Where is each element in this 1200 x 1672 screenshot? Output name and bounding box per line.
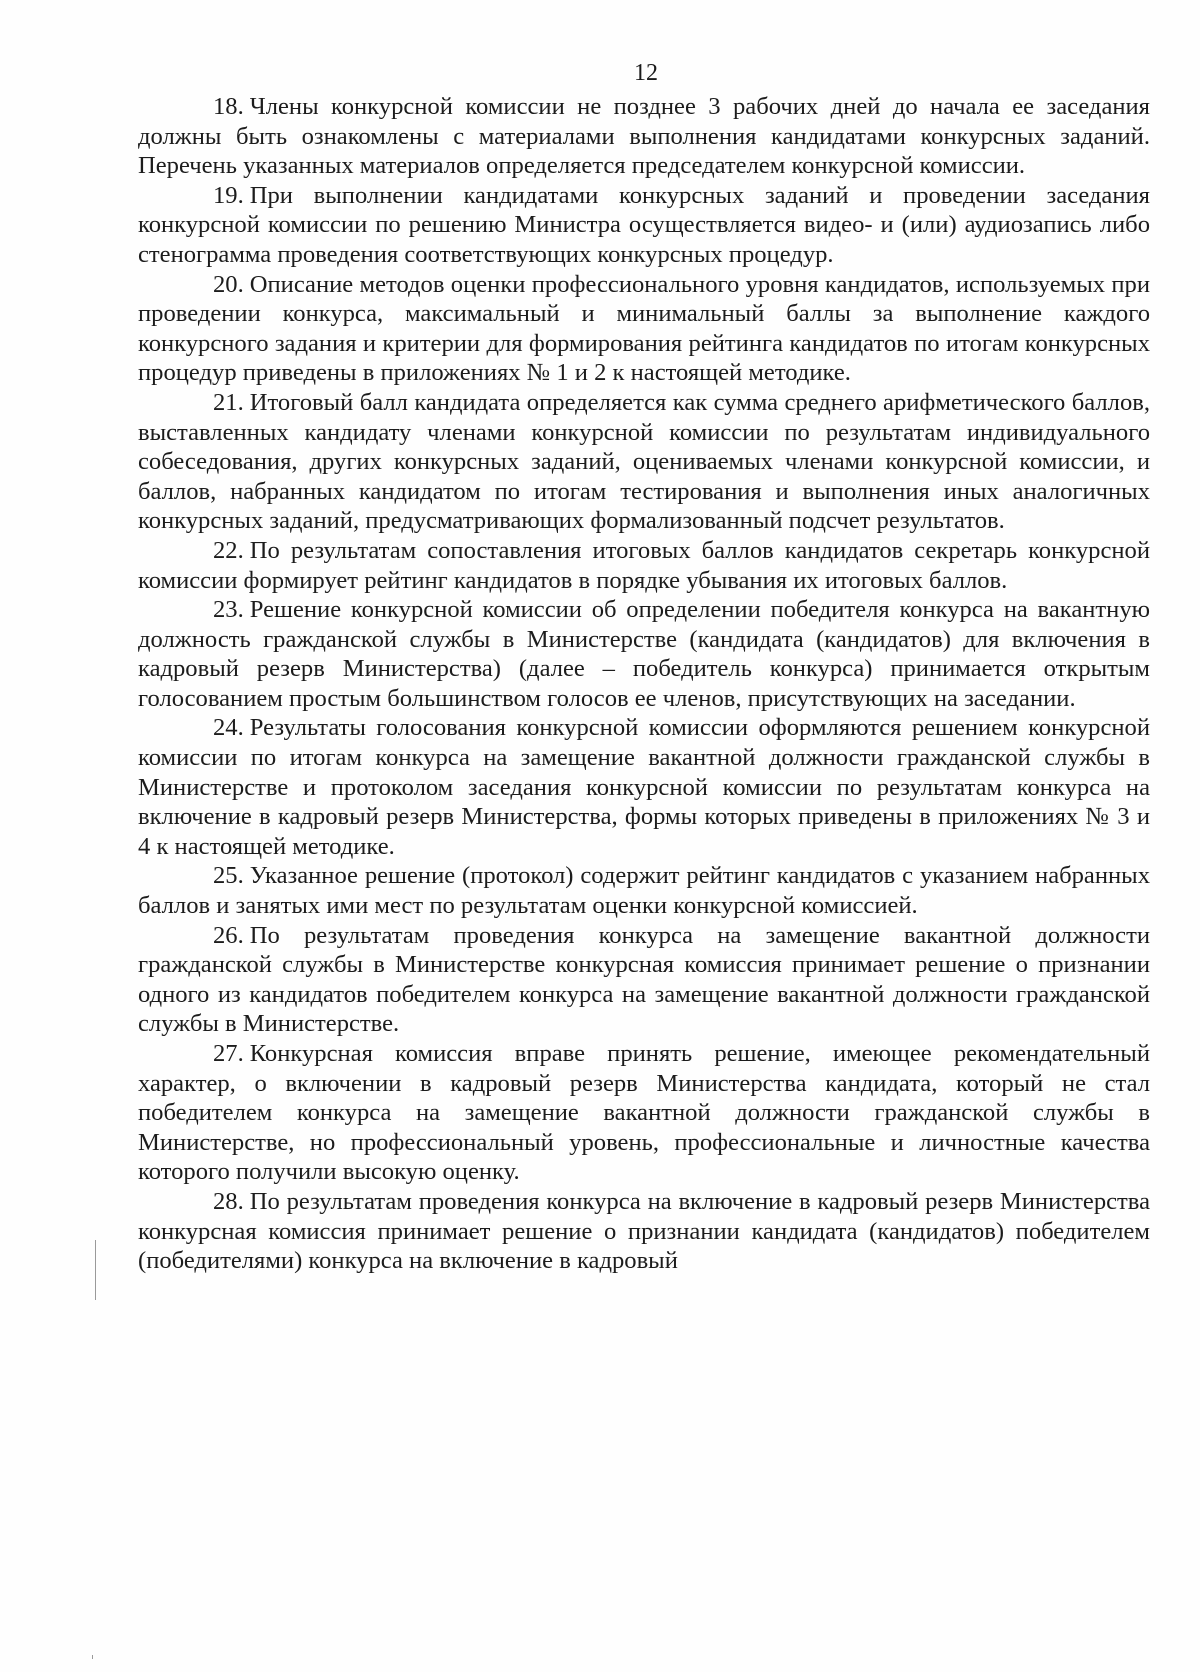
paragraph-26 bbox=[138, 921, 1150, 1039]
paragraph-number: 21. bbox=[213, 388, 244, 416]
paragraph-18 bbox=[138, 92, 1150, 181]
paragraph-number: 24. bbox=[213, 714, 244, 742]
paragraph-text: Решение конкурсной комиссии об определении победителя конкурса на вакантную должность гражданской службы в Министерстве (кандидата (кандидатов) для включения в кадровый резерв Министерства) (далее – победитель конкурса) принимается открытым голосованием простым большинством голосов ее членов, присутствующих на заседании. bbox=[138, 596, 1150, 712]
scan-margin-mark bbox=[92, 1655, 93, 1659]
paragraph-text: По результатам сопоставления итоговых баллов кандидатов секретарь конкурсной комиссии формирует рейтинг кандидатов в порядке убывания их итоговых баллов. bbox=[138, 536, 1150, 594]
document-body bbox=[138, 92, 1150, 1276]
paragraph-19 bbox=[138, 181, 1150, 270]
paragraph-text: Конкурсная комиссия вправе принять решение, имеющее рекомендательный характер, о включении в кадровый резерв Министерства кандидата, который не стал победителем конкурса на замещение вакантной должности гражданской службы в Министерстве, но профессиональный уровень, профессиональные и личностные качества которого получили высокую оценку. bbox=[138, 1040, 1150, 1186]
paragraph-24 bbox=[138, 713, 1150, 861]
paragraph-28 bbox=[138, 1187, 1150, 1276]
paragraph-number: 19. bbox=[213, 181, 244, 209]
paragraph-21 bbox=[138, 388, 1150, 536]
paragraph-number: 23. bbox=[213, 596, 244, 624]
paragraph-number: 18. bbox=[213, 93, 244, 120]
paragraph-text: По результатам проведения конкурса на включение в кадровый резерв Министерства конкурсная комиссия принимает решение о признании кандидата (кандидатов) победителем (победителями) конкурса на включение в кадровый bbox=[138, 1187, 1150, 1275]
paragraph-25 bbox=[138, 861, 1150, 920]
scan-margin-mark bbox=[95, 1240, 96, 1300]
paragraph-23 bbox=[138, 595, 1150, 713]
paragraph-text: По результатам проведения конкурса на замещение вакантной должности гражданской службы в Министерстве конкурсная комиссия принимает решение о признании одного из кандидатов победителем конкурса на замещение вакантной должности гражданской службы в Министерстве. bbox=[138, 921, 1150, 1038]
paragraph-number: 25. bbox=[213, 862, 244, 890]
paragraph-number: 20. bbox=[213, 270, 244, 298]
paragraph-number: 28. bbox=[213, 1187, 244, 1215]
paragraph-text: Результаты голосования конкурсной комиссии оформляются решением конкурсной комиссии по итогам конкурса на замещение вакантной должности гражданской службы в Министерстве и протоколом заседания конкурсной комиссии по результатам конкурса на включение в кадровый резерв Министерства, формы которых приведены в приложениях № 3 и 4 к настоящей методике. bbox=[138, 714, 1150, 860]
paragraph-text: Члены конкурсной комиссии не позднее 3 рабочих дней до начала ее заседания должны быть ознакомлены с материалами выполнения кандидатами конкурсных заданий. Перечень указанных материалов определяется председателем конкурсной комиссии. bbox=[138, 93, 1150, 180]
paragraph-text: Итоговый балл кандидата определяется как сумма среднего арифметического баллов, выставленных кандидату членами конкурсной комиссии по результатам индивидуального собеседования, других конкурсных заданий, оцениваемых членами конкурсной комиссии, и баллов, набранных кандидатом по итогам тестирования и выполнения иных аналогичных конкурсных заданий, предусматривающих формализованный подсчет результатов. bbox=[138, 388, 1150, 535]
page-number: 12 bbox=[634, 60, 658, 86]
paragraph-27 bbox=[138, 1039, 1150, 1187]
paragraph-text: Указанное решение (протокол) содержит рейтинг кандидатов с указанием набранных баллов и занятых ими мест по результатам оценки конкурсной комиссией. bbox=[138, 862, 1150, 920]
paragraph-20 bbox=[138, 270, 1150, 388]
paragraph-text: При выполнении кандидатами конкурсных заданий и проведении заседания конкурсной комиссии по решению Министра осуществляется видео- и (или) аудиозапись либо стенограмма проведения соответствующих конкурсных процедур. bbox=[138, 181, 1150, 268]
paragraph-22 bbox=[138, 536, 1150, 595]
paragraph-number: 22. bbox=[213, 536, 244, 564]
paragraph-text: Описание методов оценки профессионального уровня кандидатов, используемых при проведении конкурса, максимальный и минимальный баллы за выполнение каждого конкурсного задания и критерии для формирования рейтинга кандидатов по итогам конкурсных процедур приведены в приложениях № 1 и 2 к настоящей методике. bbox=[138, 270, 1150, 387]
paragraph-number: 26. bbox=[213, 921, 244, 949]
paragraph-number: 27. bbox=[213, 1040, 244, 1067]
